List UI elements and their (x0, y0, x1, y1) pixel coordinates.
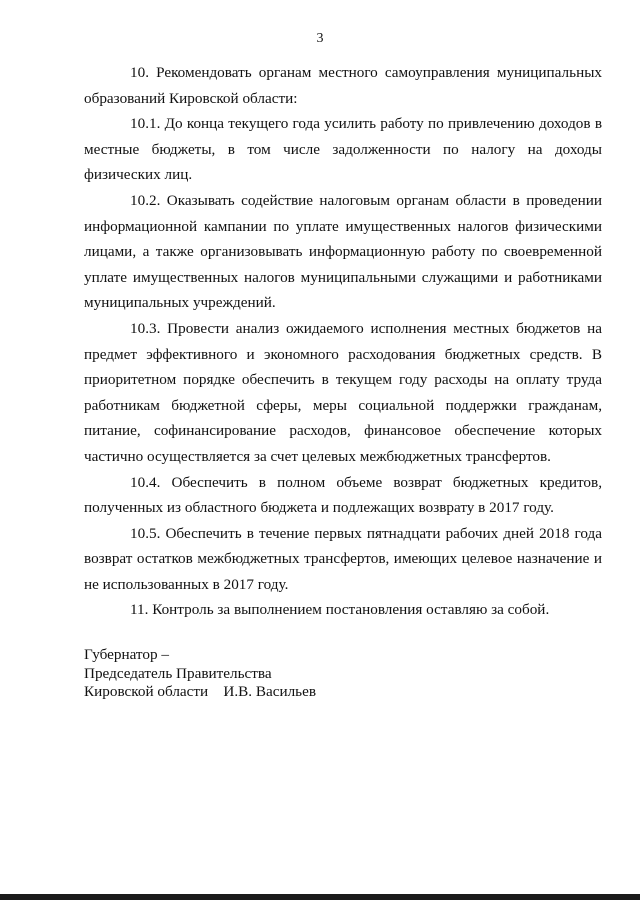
paragraph-10-3: 10.3. Провести анализ ожидаемого исполнения местных бюджетов на предмет эффективного и экономного расходования бюджетных средств. В приоритетном порядке обеспечить в текущем году расходы на оплату труда работникам бюджетной сферы, меры социальной поддержки гражданам, питание, софинансирование расходов, финансовое обеспечение которых частично осуществляется за счет целевых межбюджетных трансфертов. (84, 319, 602, 465)
bottom-scan-edge (0, 894, 640, 900)
paragraph-10-5: 10.5. Обеспечить в течение первых пятнадцати рабочих дней 2018 года возврат остатков межбюджетных трансфертов, имеющих целевое назначение и не использованных в 2017 году. (84, 524, 602, 593)
paragraph-10-2: 10.2. Оказывать содействие налоговым органам области в проведении информационной кампании по уплате имущественных налогов физическими лицами, а также организовывать информационную работу по своевременной уплате имущественных налогов муниципальными служащими и работниками муниципальных учреждений. (84, 191, 602, 312)
paragraph-11: 11. Контроль за выполнением постановления оставляю за собой. (130, 601, 550, 619)
signature-block (84, 646, 484, 702)
paragraph-10-4: 10.4. Обеспечить в полном объеме возврат бюджетных кредитов, полученных из областного бюджета и подлежащих возврату в 2017 году. (84, 473, 602, 517)
signature-region-and-name: Кировской области И.В. Васильев (84, 683, 316, 700)
signature-title-governor: Губернатор – (84, 646, 169, 663)
paragraph-10-1: 10.1. До конца текущего года усилить работу по привлечению доходов в местные бюджеты, в том числе задолженности по налогу на доходы физических лиц. (84, 115, 602, 184)
document-body (84, 60, 602, 623)
page-number: 3 (316, 31, 324, 46)
signature-title-chairman: Председатель Правительства (84, 664, 272, 682)
paragraph-10: 10. Рекомендовать органам местного самоуправления муниципальных образований Кировской области: (84, 64, 602, 107)
